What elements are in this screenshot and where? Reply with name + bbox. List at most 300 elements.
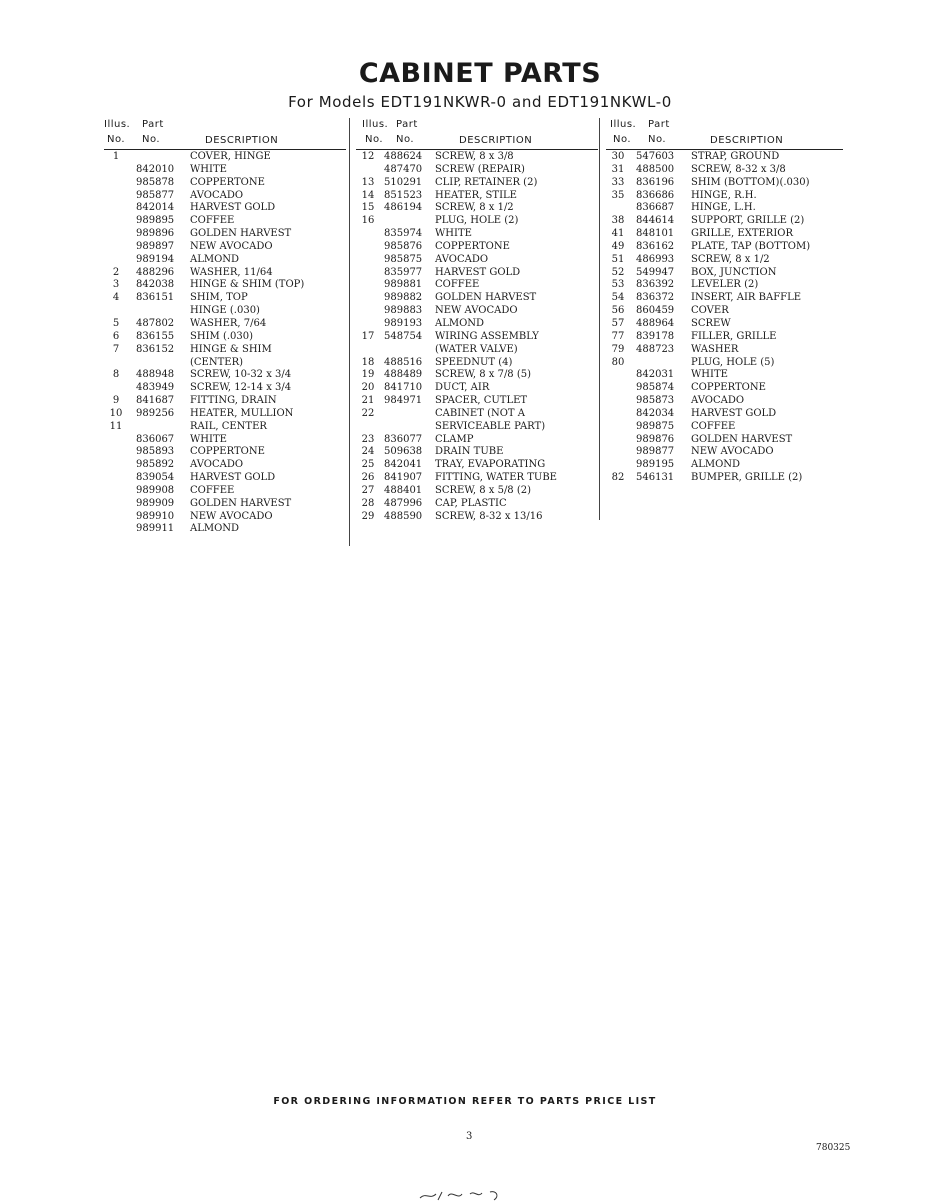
part-description: SCREW (REPAIR) (435, 163, 525, 175)
table-row (356, 357, 598, 370)
table-row (606, 408, 843, 421)
part-number: 836686 (636, 189, 675, 201)
table-row (104, 498, 346, 511)
header-rule (606, 149, 843, 150)
part-number: 836152 (136, 343, 175, 355)
illus-number: 49 (611, 240, 625, 252)
table-row (104, 241, 346, 254)
part-description: WHITE (691, 369, 728, 381)
table-row (356, 190, 598, 203)
table-row (606, 190, 843, 203)
part-description: AVOCADO (190, 189, 244, 201)
table-row (356, 164, 598, 177)
part-number: 486194 (384, 202, 423, 214)
part-number: 985876 (384, 240, 423, 252)
part-description: GRILLE, EXTERIOR (691, 228, 794, 240)
part-description: SCREW, 8 x 7/8 (5) (435, 369, 532, 381)
illus-number: 22 (361, 407, 375, 419)
table-row (606, 151, 843, 164)
part-description: NEW AVOCADO (190, 240, 273, 252)
document-code: 780325 (816, 1143, 851, 1153)
part-number: 848101 (636, 228, 675, 240)
table-row (356, 267, 598, 280)
header-illus-no-label: No. (107, 134, 126, 145)
table-row (104, 215, 346, 228)
part-number: 841687 (136, 395, 175, 407)
table-row (104, 344, 346, 357)
part-number: 488948 (136, 369, 175, 381)
ordering-footer: FOR ORDERING INFORMATION REFER TO PARTS PRICE LIST (273, 1096, 657, 1107)
part-number: 985892 (136, 459, 175, 471)
illus-number: 20 (361, 382, 375, 394)
part-number: 488964 (636, 317, 675, 329)
part-description: SCREW, 8 x 3/8 (435, 151, 514, 162)
table-row (356, 485, 598, 498)
table-row (606, 344, 843, 357)
page-subtitle: For Models EDT191NKWR-0 and EDT191NKWL-0 (288, 93, 672, 111)
column-divider (599, 118, 600, 520)
illus-number: 33 (611, 176, 625, 188)
part-description: HINGE & SHIM (190, 343, 272, 355)
illus-number: 52 (611, 266, 625, 278)
table-row (606, 382, 843, 395)
table-row (356, 331, 598, 344)
part-description: WIRING ASSEMBLY (435, 330, 539, 342)
header-illus-label: Illus. (610, 119, 637, 130)
illus-number: 29 (361, 510, 375, 522)
illus-number: 41 (611, 228, 625, 240)
table-row (356, 446, 598, 459)
part-description: TRAY, EVAPORATING (435, 459, 546, 471)
table-row (606, 267, 843, 280)
table-row (104, 202, 346, 215)
part-number: 487470 (384, 163, 423, 175)
part-description: FITTING, WATER TUBE (435, 472, 557, 484)
part-description: SCREW, 8 x 5/8 (2) (435, 484, 532, 496)
table-row (606, 164, 843, 177)
part-description: HARVEST GOLD (190, 202, 276, 214)
part-description: SCREW, 8 x 1/2 (691, 253, 770, 265)
part-number: 510291 (384, 176, 423, 188)
part-description: AVOCADO (190, 459, 244, 471)
part-number: 989193 (384, 317, 423, 329)
part-number: 984971 (384, 395, 423, 407)
part-number: 836162 (636, 240, 675, 252)
part-number: 844614 (636, 215, 675, 227)
part-number: 488516 (384, 356, 423, 368)
table-row (104, 190, 346, 203)
part-number: 488500 (636, 163, 675, 175)
part-description: SCREW, 10-32 x 3/4 (190, 369, 292, 381)
table-row (606, 305, 843, 318)
part-number: 841907 (384, 472, 423, 484)
table-row (104, 267, 346, 280)
illus-number: 57 (611, 317, 625, 329)
part-number: 989194 (136, 253, 175, 265)
illus-number: 14 (361, 189, 375, 201)
part-description: PLATE, TAP (BOTTOM) (691, 240, 811, 252)
illus-number: 82 (611, 472, 625, 484)
illus-number: 30 (611, 151, 625, 162)
part-number: 985873 (636, 395, 675, 407)
illus-number: 54 (611, 292, 625, 304)
part-number: 989897 (136, 240, 175, 252)
part-description: WHITE (190, 433, 227, 445)
table-row (606, 202, 843, 215)
part-description: HEATER, STILE (435, 189, 517, 201)
table-row (104, 472, 346, 485)
table-row (606, 446, 843, 459)
illus-number: 56 (611, 305, 625, 317)
table-row (356, 511, 598, 524)
part-number: 989876 (636, 433, 675, 445)
illus-number: 11 (109, 420, 123, 432)
part-description: COPPERTONE (190, 176, 265, 188)
part-number: 989875 (636, 420, 675, 432)
part-number: 836067 (136, 433, 175, 445)
part-description: ALMOND (190, 523, 240, 535)
table-row (104, 228, 346, 241)
table-row (356, 421, 598, 434)
table-row (356, 254, 598, 267)
part-description: STRAP, GROUND (691, 151, 780, 162)
part-number: 985877 (136, 189, 175, 201)
part-description: PLUG, HOLE (5) (691, 356, 775, 368)
part-number: 989909 (136, 497, 175, 509)
table-row (356, 202, 598, 215)
part-description: SPACER, CUTLET (435, 395, 528, 407)
illus-number: 18 (361, 356, 375, 368)
illus-number: 24 (361, 446, 375, 458)
illus-number: 77 (611, 330, 625, 342)
table-row (606, 357, 843, 370)
header-illus-no-label: No. (365, 134, 384, 145)
part-description: HARVEST GOLD (190, 472, 276, 484)
part-number: 483949 (136, 382, 175, 394)
illus-number: 79 (611, 343, 625, 355)
part-number: 989910 (136, 510, 175, 522)
table-row (606, 434, 843, 447)
part-description: NEW AVOCADO (691, 446, 774, 458)
table-row (356, 215, 598, 228)
part-description: SPEEDNUT (4) (435, 356, 513, 368)
table-row (104, 511, 346, 524)
part-number: 547603 (636, 151, 675, 162)
part-number: 989908 (136, 484, 175, 496)
part-description: RAIL, CENTER (190, 420, 267, 432)
header-description-label: DESCRIPTION (205, 135, 279, 146)
table-row (104, 254, 346, 267)
part-number: 488296 (136, 266, 175, 278)
table-row (104, 369, 346, 382)
part-description: CLAMP (435, 433, 474, 445)
header-illus-label: Illus. (104, 119, 131, 130)
part-description: COFFEE (190, 215, 235, 227)
part-description: CAP, PLASTIC (435, 497, 507, 509)
illus-number: 1 (112, 151, 120, 162)
table-row (356, 459, 598, 472)
parts-column-1 (104, 117, 346, 536)
table-row (356, 318, 598, 331)
illus-number: 12 (361, 151, 375, 162)
table-row (104, 446, 346, 459)
part-description: NEW AVOCADO (435, 305, 518, 317)
part-description: COVER (691, 305, 729, 317)
part-description: COPPERTONE (435, 240, 510, 252)
table-row (104, 382, 346, 395)
part-description: HINGE & SHIM (TOP) (190, 279, 305, 291)
table-row (104, 408, 346, 421)
part-description: CLIP, RETAINER (2) (435, 176, 538, 188)
part-number: 989883 (384, 305, 423, 317)
header-part-no-label: No. (142, 134, 161, 145)
part-number: 985893 (136, 446, 175, 458)
illus-number: 16 (361, 215, 375, 227)
table-row (356, 434, 598, 447)
part-description: COVER, HINGE (190, 151, 271, 162)
part-description: WASHER (691, 343, 739, 355)
table-row (104, 292, 346, 305)
part-description: HINGE, L.H. (691, 202, 756, 214)
part-description: COPPERTONE (190, 446, 265, 458)
part-description: CABINET (NOT A (435, 407, 525, 419)
part-number: 989881 (384, 279, 423, 291)
illus-number: 35 (611, 189, 625, 201)
part-number: 989882 (384, 292, 423, 304)
part-number: 546131 (636, 472, 675, 484)
page-number: 3 (466, 1131, 473, 1142)
part-description: SHIM (BOTTOM)(.030) (691, 176, 810, 188)
illus-number: 19 (361, 369, 375, 381)
part-number: 842014 (136, 202, 175, 214)
page-title: CABINET PARTS (358, 58, 602, 89)
table-row (356, 408, 598, 421)
part-description: DRAIN TUBE (435, 446, 504, 458)
part-description: (CENTER) (190, 356, 244, 368)
table-row (356, 279, 598, 292)
illus-number: 13 (361, 176, 375, 188)
part-description: FILLER, GRILLE (691, 330, 777, 342)
part-number: 487996 (384, 497, 423, 509)
part-description: GOLDEN HARVEST (691, 433, 793, 445)
illus-number: 8 (112, 369, 120, 381)
part-description: AVOCADO (691, 395, 745, 407)
header-illus-label: Illus. (362, 119, 389, 130)
illus-number: 10 (109, 407, 123, 419)
part-number: 841710 (384, 382, 423, 394)
part-description: WHITE (435, 228, 472, 240)
header-description-label: DESCRIPTION (459, 135, 533, 146)
part-number: 836196 (636, 176, 675, 188)
header-part-label: Part (142, 119, 164, 130)
column-header (356, 117, 598, 151)
table-row (356, 228, 598, 241)
parts-column-2 (356, 117, 598, 523)
part-description: GOLDEN HARVEST (190, 497, 292, 509)
part-number: 836392 (636, 279, 675, 291)
illus-number: 7 (112, 343, 120, 355)
table-row (606, 241, 843, 254)
part-number: 488723 (636, 343, 675, 355)
table-row (104, 523, 346, 536)
header-part-label: Part (648, 119, 670, 130)
header-part-label: Part (396, 119, 418, 130)
part-description: BOX, JUNCTION (691, 266, 777, 278)
header-part-no-label: No. (648, 134, 667, 145)
table-row (356, 177, 598, 190)
part-description: GOLDEN HARVEST (190, 228, 292, 240)
part-description: SCREW, 12-14 x 3/4 (190, 382, 292, 394)
table-row (104, 421, 346, 434)
part-number: 989256 (136, 407, 175, 419)
table-row (606, 254, 843, 267)
part-number: 989896 (136, 228, 175, 240)
illus-number: 9 (112, 395, 120, 407)
table-row (356, 305, 598, 318)
part-number: 985874 (636, 382, 675, 394)
illus-number: 25 (361, 459, 375, 471)
table-row (104, 177, 346, 190)
part-description: BUMPER, GRILLE (2) (691, 472, 803, 484)
part-number: 842038 (136, 279, 175, 291)
part-number: 842034 (636, 407, 675, 419)
part-description: SERVICEABLE PART) (435, 420, 546, 432)
part-number: 488590 (384, 510, 423, 522)
table-row (606, 459, 843, 472)
table-row (606, 395, 843, 408)
part-number: 836155 (136, 330, 175, 342)
table-row (104, 485, 346, 498)
column-header (104, 117, 346, 151)
part-number: 835977 (384, 266, 423, 278)
part-description: WASHER, 7/64 (190, 317, 267, 329)
part-number: 989911 (136, 523, 175, 535)
illus-number: 21 (361, 395, 375, 407)
table-row (104, 395, 346, 408)
illus-number: 51 (611, 253, 625, 265)
part-description: SHIM, TOP (190, 292, 248, 304)
table-row (104, 279, 346, 292)
part-description: NEW AVOCADO (190, 510, 273, 522)
part-description: HEATER, MULLION (190, 407, 294, 419)
part-number: 509638 (384, 446, 423, 458)
part-number: 989877 (636, 446, 675, 458)
part-description: DUCT, AIR (435, 382, 490, 394)
table-row (104, 151, 346, 164)
column-divider (349, 118, 350, 546)
illus-number: 53 (611, 279, 625, 291)
part-number: 989195 (636, 459, 675, 471)
part-number: 488489 (384, 369, 423, 381)
table-row (104, 318, 346, 331)
table-row (356, 395, 598, 408)
table-row (606, 279, 843, 292)
part-number: 836077 (384, 433, 423, 445)
part-description: SCREW, 8-32 x 3/8 (691, 163, 786, 175)
illus-number: 26 (361, 472, 375, 484)
part-description: SHIM (.030) (190, 330, 254, 342)
part-description: LEVELER (2) (691, 279, 759, 291)
part-description: HARVEST GOLD (435, 266, 521, 278)
table-row (104, 331, 346, 344)
part-description: ALMOND (435, 317, 485, 329)
illus-number: 2 (112, 266, 120, 278)
illus-number: 31 (611, 163, 625, 175)
part-description: WASHER, 11/64 (190, 266, 273, 278)
part-description: SCREW (691, 317, 731, 329)
part-description: SCREW, 8-32 x 13/16 (435, 510, 543, 522)
part-description: (WATER VALVE) (435, 343, 518, 355)
header-rule (356, 149, 598, 150)
table-row (606, 421, 843, 434)
part-number: 839054 (136, 472, 175, 484)
table-row (104, 305, 346, 318)
illus-number: 15 (361, 202, 375, 214)
part-number: 486993 (636, 253, 675, 265)
header-illus-no-label: No. (613, 134, 632, 145)
part-number: 851523 (384, 189, 423, 201)
part-description: COFFEE (435, 279, 480, 291)
illus-number: 17 (361, 330, 375, 342)
parts-column-3 (606, 117, 843, 485)
header-description-label: DESCRIPTION (710, 135, 784, 146)
table-row (104, 164, 346, 177)
table-row (606, 177, 843, 190)
illus-number: 5 (112, 317, 120, 329)
illus-number: 80 (611, 356, 625, 368)
table-row (356, 241, 598, 254)
table-row (606, 318, 843, 331)
part-description: HINGE (.030) (190, 305, 260, 317)
part-number: 836151 (136, 292, 175, 304)
part-description: SCREW, 8 x 1/2 (435, 202, 514, 214)
table-row (356, 498, 598, 511)
part-description: WHITE (190, 163, 227, 175)
part-number: 842010 (136, 163, 175, 175)
part-description: INSERT, AIR BAFFLE (691, 292, 802, 304)
table-row (104, 459, 346, 472)
part-description: COFFEE (190, 484, 235, 496)
illus-number: 28 (361, 497, 375, 509)
table-row (606, 369, 843, 382)
part-description: HINGE, R.H. (691, 189, 757, 201)
part-description: PLUG, HOLE (2) (435, 215, 519, 227)
illus-number: 3 (112, 279, 120, 291)
table-row (356, 292, 598, 305)
table-row (606, 292, 843, 305)
table-row (356, 382, 598, 395)
table-row (606, 215, 843, 228)
column-header (606, 117, 843, 151)
table-row (104, 357, 346, 370)
part-number: 488624 (384, 151, 423, 162)
part-description: GOLDEN HARVEST (435, 292, 537, 304)
table-row (356, 472, 598, 485)
header-rule (104, 149, 346, 150)
table-row (606, 331, 843, 344)
table-row (104, 434, 346, 447)
part-number: 548754 (384, 330, 423, 342)
table-row (356, 344, 598, 357)
part-number: 488401 (384, 484, 423, 496)
illus-number: 27 (361, 484, 375, 496)
part-number: 839178 (636, 330, 675, 342)
part-number: 860459 (636, 305, 675, 317)
part-description: COFFEE (691, 420, 736, 432)
illus-number: 6 (112, 330, 120, 342)
table-row (606, 228, 843, 241)
part-description: SUPPORT, GRILLE (2) (691, 215, 805, 227)
